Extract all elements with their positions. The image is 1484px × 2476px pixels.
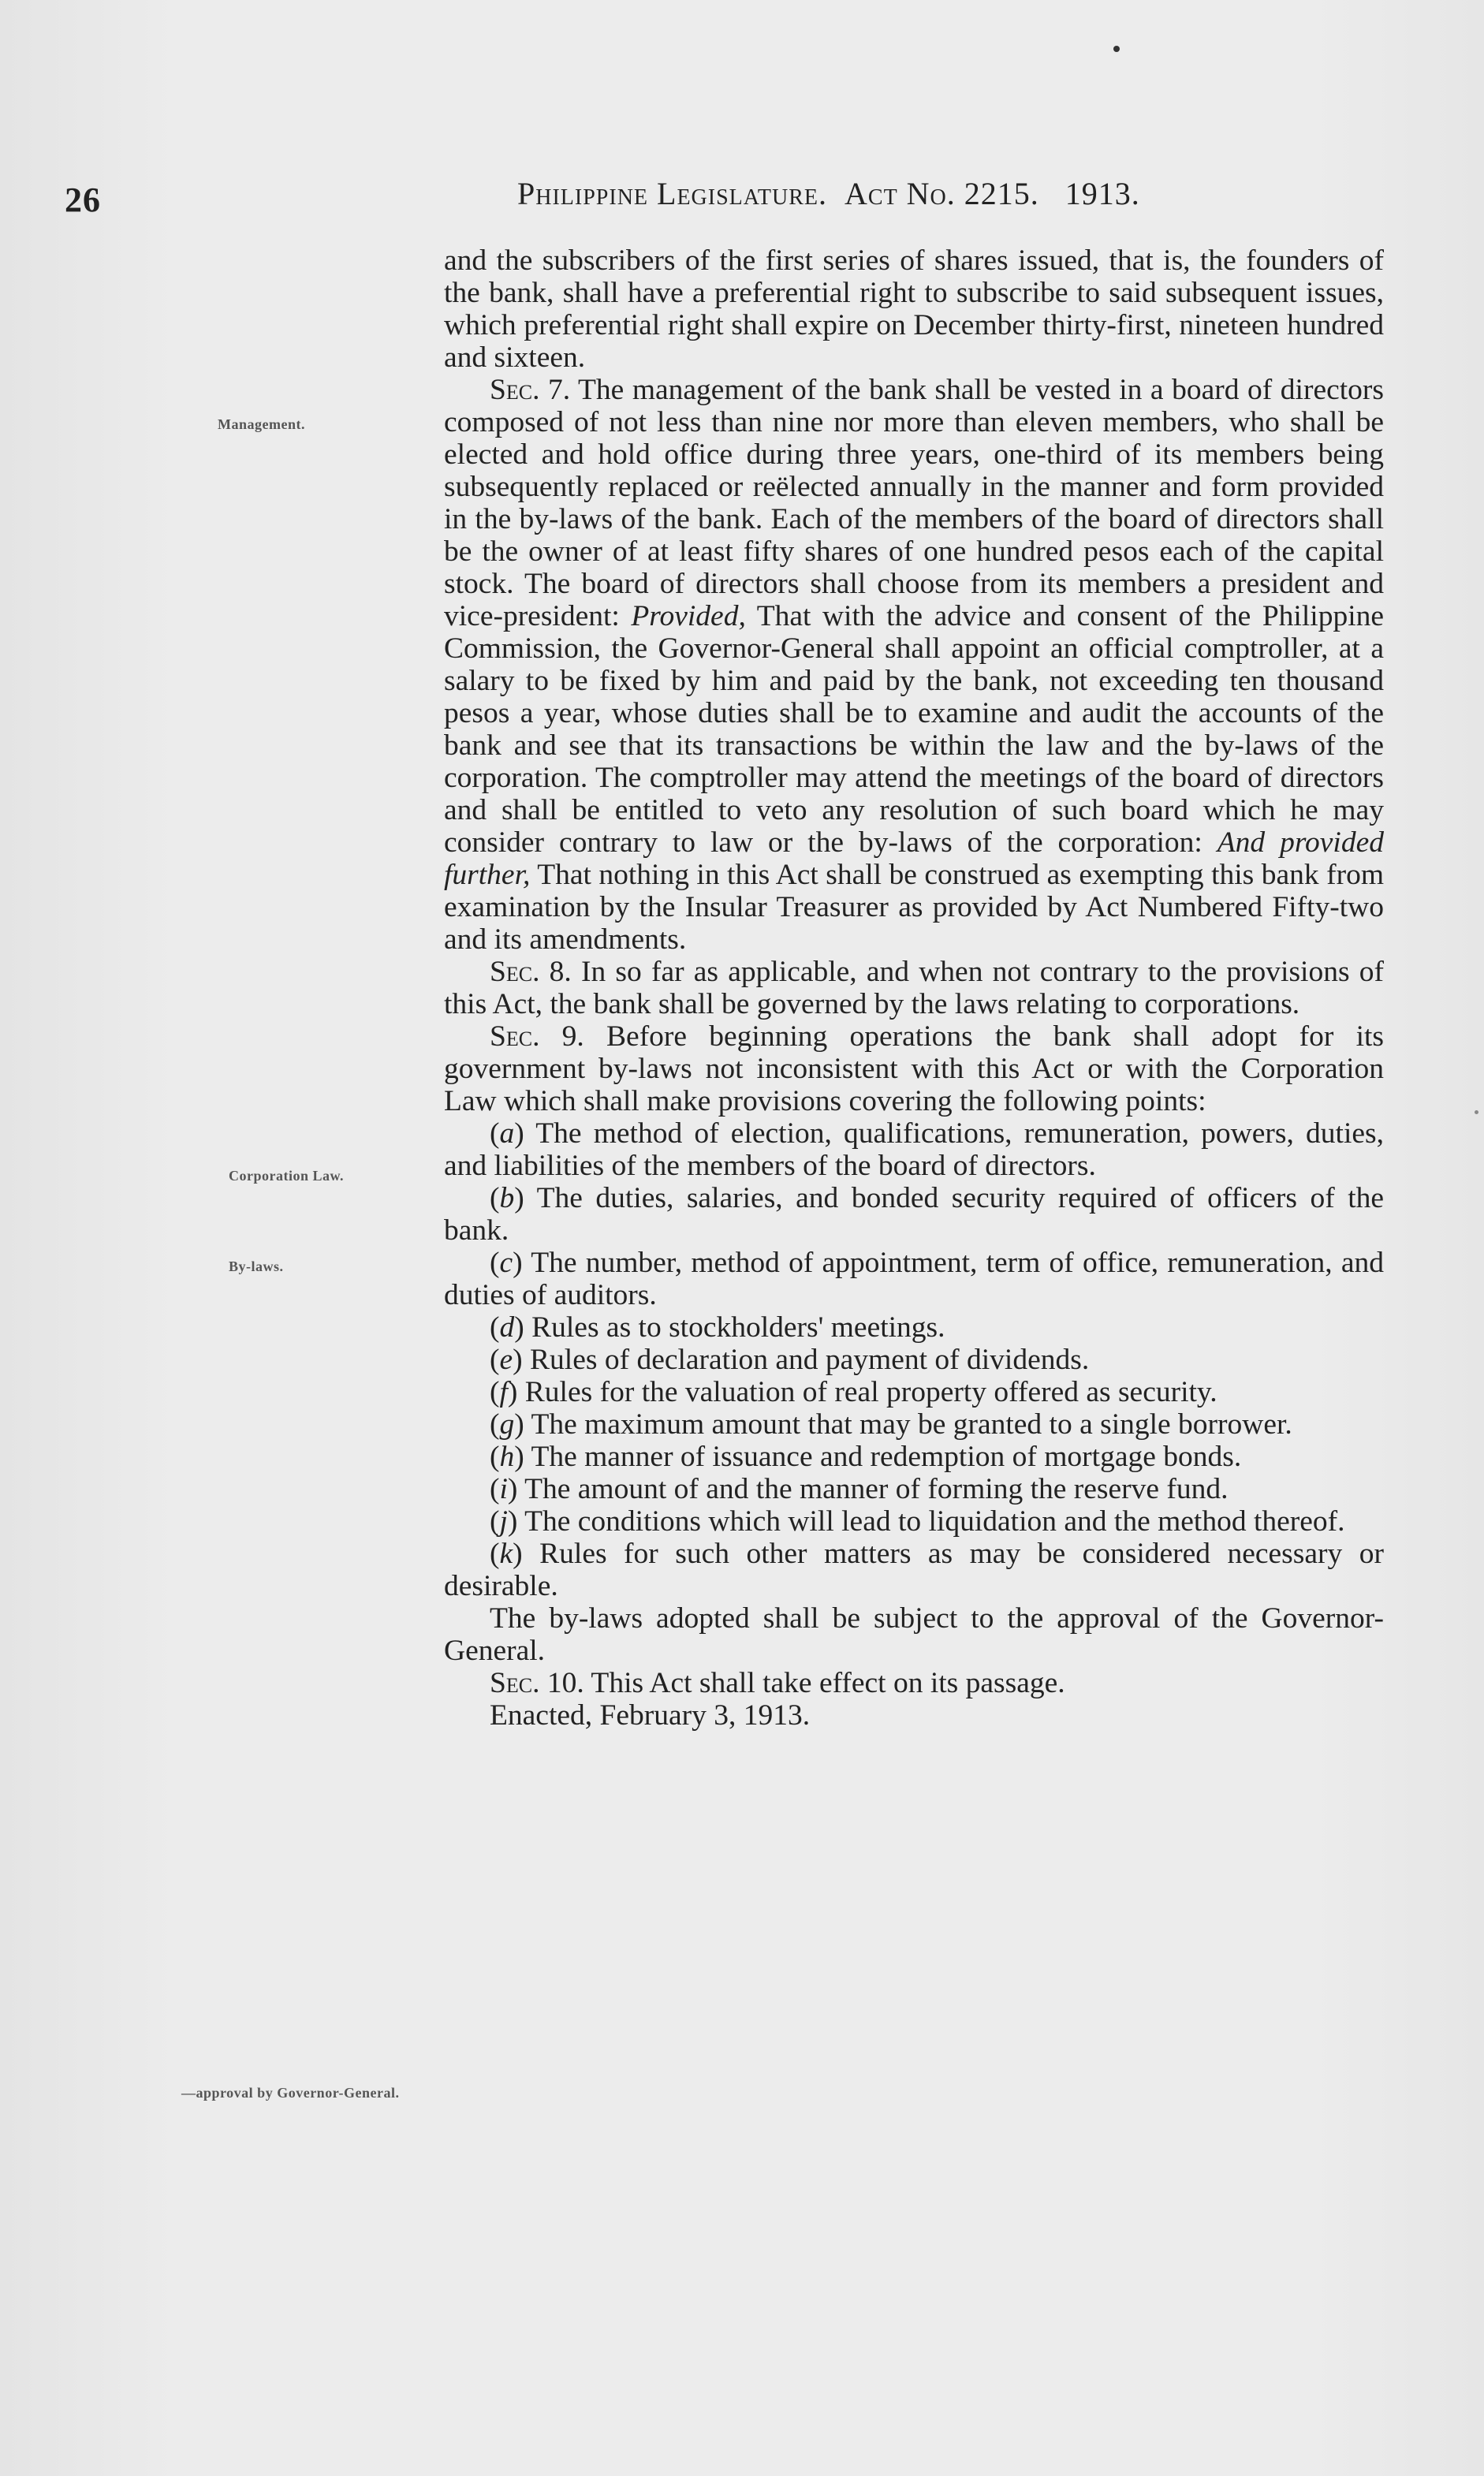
item-letter: c xyxy=(499,1247,513,1279)
enacted-line: Enacted, February 3, 1913. xyxy=(490,1699,811,1732)
section-8 xyxy=(444,956,1384,1020)
item-text: The maximum amount that may be granted to a single borrower. xyxy=(531,1408,1292,1441)
section-text: In so far as applicable, and when not contrary to the provisions of this Act, the bank shall be governed by the laws relating to corporations. xyxy=(444,956,1384,1020)
item-letter: d xyxy=(499,1311,515,1344)
section-label: Sec. 7. xyxy=(490,374,571,406)
section-text: The management of the bank shall be vested in a board of directors composed of not less than nine nor more than eleven members, who shall be elected and hold office during three years, one-third of its members being subsequently replaced or reëlected annually in the manner and form provided in the by-laws of the bank. Each of the members of the board of directors shall be the owner of at least fifty shares of one hundred pesos each of the capital stock. The board of directors shall choose from its members a president and vice-president: xyxy=(444,374,1384,632)
approval-paragraph: The by-laws adopted shall be subject to the approval of the Governor-General. xyxy=(444,1602,1384,1667)
list-item: (a) The method of election, qualifications, remuneration, powers, duties, and liabilities of the members of the board of directors. xyxy=(444,1117,1384,1182)
section-text: That nothing in this Act shall be construed as exempting this bank from examination by the Insular Treasurer as provided by Act Numbered Fifty-two and its amendments. xyxy=(444,859,1384,956)
list-item: (h) The manner of issuance and redemption of mortgage bonds. xyxy=(490,1441,1242,1473)
list-item: (c) The number, method of appointment, term of office, remuneration, and duties of auditors. xyxy=(444,1247,1385,1311)
item-letter: k xyxy=(499,1538,513,1570)
item-letter: g xyxy=(499,1408,515,1441)
page-number: 26 xyxy=(65,181,101,219)
item-letter: b xyxy=(499,1182,515,1214)
list-item: (f) Rules for the valuation of real property offered as security. xyxy=(490,1376,1217,1408)
ink-speck xyxy=(1475,1110,1478,1114)
section-label: Sec. 8. xyxy=(490,956,572,988)
item-text: Rules as to stockholders' meetings. xyxy=(531,1311,945,1344)
margin-note-corporation-law: Corporation Law. xyxy=(229,1168,345,1184)
act-body xyxy=(444,244,1384,1732)
margin-note-by-laws: By-laws. xyxy=(229,1259,284,1274)
list-item: (j) The conditions which will lead to liquidation and the method thereof. xyxy=(490,1505,1345,1538)
item-letter: f xyxy=(499,1376,508,1408)
item-letter: e xyxy=(499,1344,513,1376)
item-text: Rules for such other matters as may be considered necessary or desirable. xyxy=(444,1538,1384,1602)
ink-speck xyxy=(1113,46,1120,52)
item-text: Rules for the valuation of real property offered as security. xyxy=(524,1376,1217,1408)
item-letter: h xyxy=(499,1441,515,1473)
list-item: (d) Rules as to stockholders' meetings. xyxy=(490,1311,945,1344)
section-text: This Act shall take effect on its passage. xyxy=(591,1667,1065,1699)
running-head-year: 1913. xyxy=(1065,176,1140,211)
item-letter: a xyxy=(499,1117,515,1150)
margin-note-management: Management. xyxy=(218,416,305,432)
section-label: Sec. 9. xyxy=(490,1020,584,1053)
continuation-paragraph: and the subscribers of the first series of shares issued, that is, the founders of the bank, shall have a preferential right to subscribe to said subsequent issues, which preferential right shall expire on December thirty-first, nineteen hundred and sixteen. xyxy=(444,244,1384,374)
section-label: Sec. 10. xyxy=(490,1667,584,1699)
running-head xyxy=(517,175,1140,212)
section-7 xyxy=(444,374,1384,956)
item-text: The manner of issuance and redemption of mortgage bonds. xyxy=(531,1441,1242,1473)
item-text: The number, method of appointment, term of office, remuneration, and duties of auditors. xyxy=(444,1247,1385,1311)
item-text: Rules of declaration and payment of dividends. xyxy=(530,1344,1090,1376)
item-letter: i xyxy=(499,1473,508,1505)
list-item: (b) The duties, salaries, and bonded security required of officers of the bank. xyxy=(444,1182,1385,1247)
item-letter: j xyxy=(499,1505,508,1538)
section-9 xyxy=(444,1020,1384,1117)
item-text: The method of election, qualifications, remuneration, powers, duties, and liabilities of the members of the board of directors. xyxy=(444,1117,1384,1182)
list-item: (e) Rules of declaration and payment of dividends. xyxy=(490,1344,1090,1376)
section-10 xyxy=(444,1667,1384,1699)
list-item: (g) The maximum amount that may be granted to a single borrower. xyxy=(490,1408,1292,1441)
section-text: That with the advice and consent of the Philippine Commission, the Governor-General shall appoint an official comptroller, at a salary to be fixed by him and paid by the bank, not exceeding ten thousand pesos a year, whose duties shall be to examine and audit the accounts of the bank and see that its transactions be within the law and the by-laws of the corporation. The comptroller may attend the meetings of the board of directors and shall be entitled to veto any resolution of such board which he may consider contrary to law or the by-laws of the corporation: xyxy=(444,600,1385,859)
proviso-marker: Provided, xyxy=(631,600,746,632)
item-text: The amount of and the manner of forming the reserve fund. xyxy=(524,1473,1229,1505)
section-text: Before beginning operations the bank shall adopt for its government by-laws not inconsistent with this Act or with the Corporation Law which shall make provisions covering the following points: xyxy=(444,1020,1384,1117)
list-item: (k) Rules for such other matters as may be considered necessary or desirable. xyxy=(444,1538,1384,1602)
list-item: (i) The amount of and the manner of forming the reserve fund. xyxy=(490,1473,1229,1505)
running-head-act: Act No. 2215. xyxy=(845,176,1039,211)
proviso-marker: And provided further, xyxy=(444,826,1384,891)
margin-note-approval: —approval by Governor-General. xyxy=(181,2085,400,2101)
item-text: The duties, salaries, and bonded security required of officers of the bank. xyxy=(444,1182,1385,1247)
item-text: The conditions which will lead to liquidation and the method thereof. xyxy=(524,1505,1345,1538)
running-head-title: Philippine Legislature. xyxy=(517,176,827,211)
